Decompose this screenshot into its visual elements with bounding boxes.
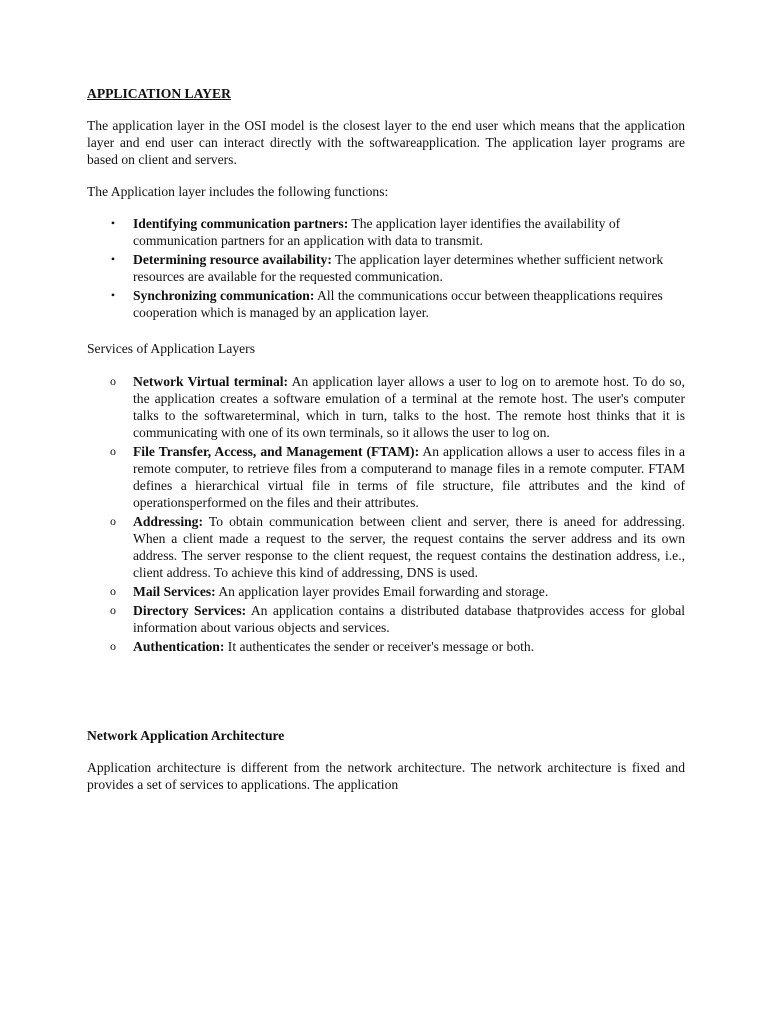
list-item [87,251,685,285]
circle-marker: o [110,639,116,653]
item-term: Authentication: [133,639,225,654]
circle-marker: o [110,584,116,598]
list-item [87,373,685,441]
item-text: An application contains a distributed database thatprovides access for global information about various objects and services. [133,603,685,635]
item-term: Network Virtual terminal: [133,374,289,389]
bullet-marker: • [110,216,116,230]
services-list [87,373,685,657]
functions-list [87,215,685,323]
list-item [87,638,685,655]
circle-marker: o [110,374,116,388]
item-term: Determining resource availability: [133,252,332,267]
intro-paragraph: The application layer in the OSI model is the closest layer to the end user which means that the application layer and end user can interact directly with the softwareapplication. The application layer programs are based on client and servers. [87,118,685,167]
item-text: To obtain communication between client and server, there is aneed for addressing. When a client made a request to the server, the request contains the server address and its own address. The server response to the client request, the request contains the destination address, i.e., client address. To achieve this kind of addressing, DNS is used. [133,514,685,580]
item-term: Addressing: [133,514,203,529]
item-text: An application allows a user to access files in a remote computer, to retrieve files from a computerand to manage files in a remote computer. FTAM defines a hierarchical virtual file in terms of file structure, file attributes and the kind of operationsperformed on the files and their attributes. [133,444,686,510]
item-text: The application layer determines whether sufficient network resources are available for the requested communication. [133,252,664,284]
item-term: File Transfer, Access, and Management (FTAM): [133,444,420,459]
functions-heading: The Application layer includes the following functions: [87,184,389,199]
item-term: Mail Services: [133,584,216,599]
item-text: It authenticates the sender or receiver's message or both. [224,639,535,654]
list-item [87,513,685,581]
item-text: An application layer provides Email forwarding and storage. [215,584,549,599]
item-term: Identifying communication partners: [133,216,349,231]
architecture-paragraph: Application architecture is different from the network architecture. The network architecture is fixed and provides a set of services to applications. The application [87,760,685,792]
list-item [87,287,685,321]
item-text: An application layer allows a user to log on to aremote host. To do so, the application creates a software emulation of a terminal at the remote host. The user's computer talks to the softwareterminal, which in turn, talks to the host. The remote host thinks that it is communicating with one of its own terminals, so it allows the user to log on. [133,374,685,440]
list-item [87,443,685,511]
services-heading: Services of Application Layers [87,341,255,356]
circle-marker: o [110,514,116,528]
page-title: APPLICATION LAYER [87,86,231,101]
item-text: The application layer identifies the availability of communication partners for an application with data to transmit. [133,216,621,248]
circle-marker: o [110,444,116,458]
circle-marker: o [110,603,116,617]
item-term: Directory Services: [133,603,247,618]
bullet-marker: • [110,288,116,302]
list-item [87,215,685,249]
list-item [87,583,685,600]
item-term: Synchronizing communication: [133,288,315,303]
section-heading: Network Application Architecture [87,728,285,743]
item-text: All the communications occur between theapplications requires cooperation which is managed by an application layer. [133,288,663,320]
list-item [87,602,685,636]
bullet-marker: • [110,252,116,266]
